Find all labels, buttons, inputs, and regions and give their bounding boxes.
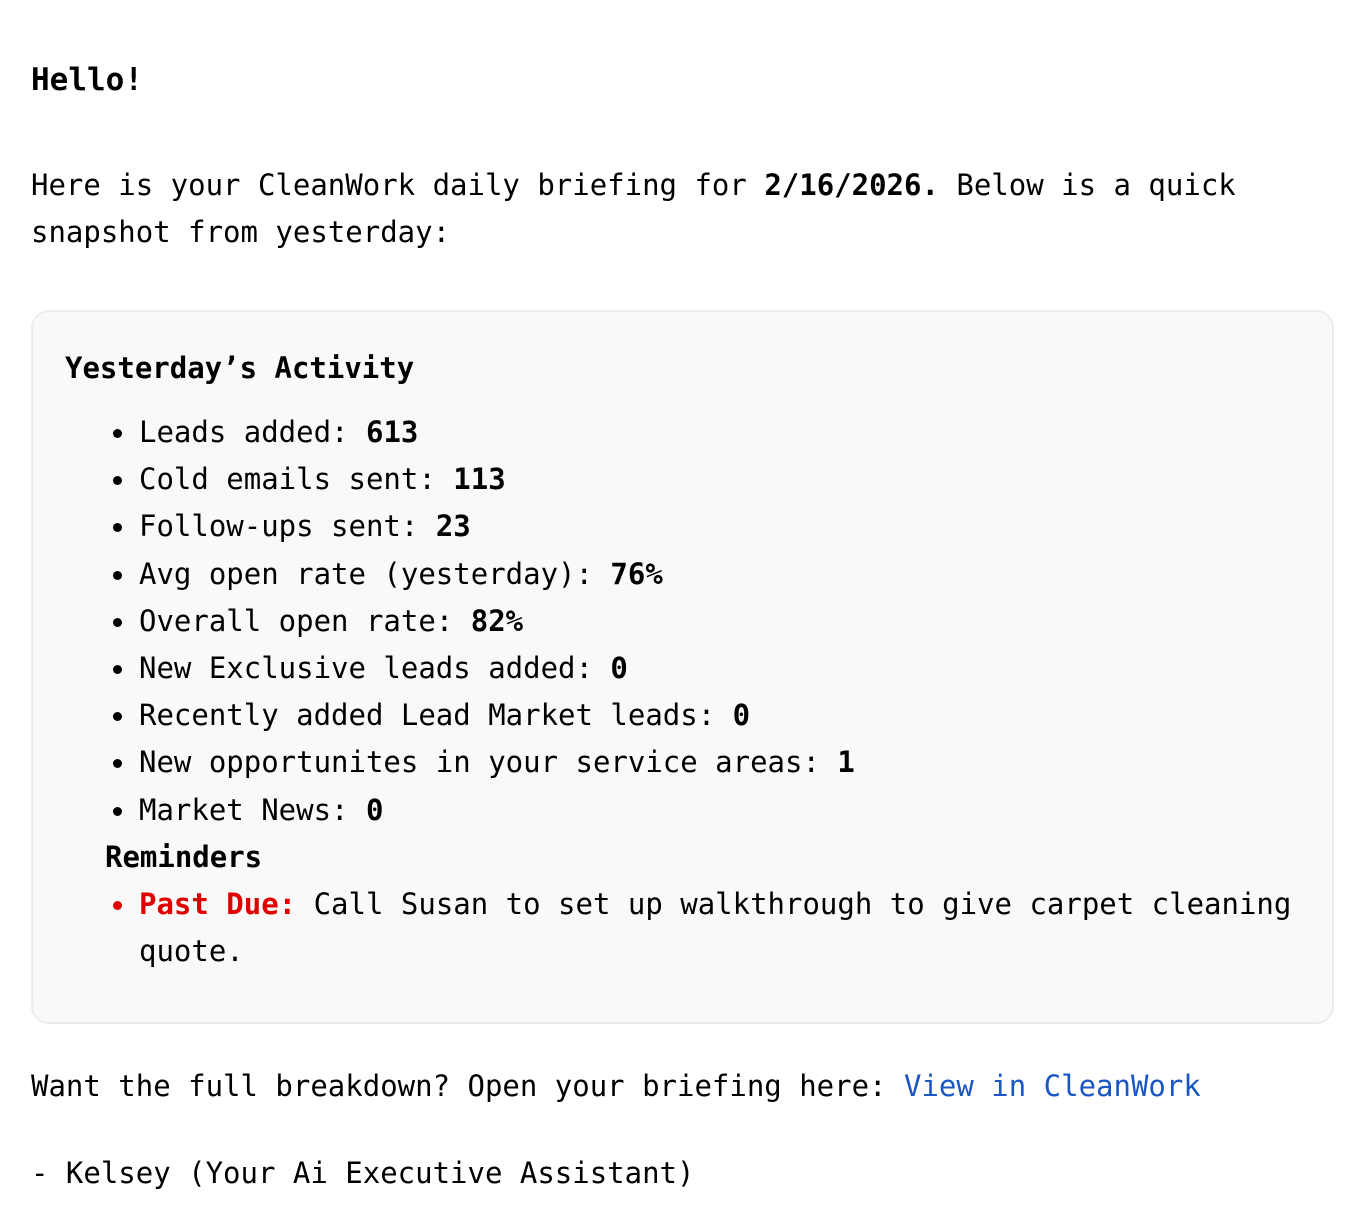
view-in-cleanwork-link[interactable]: View in CleanWork [903, 1069, 1201, 1103]
stat-value: 0 [365, 792, 384, 827]
reminder-item [33, 881, 1323, 975]
list-item [33, 598, 855, 645]
list-item [33, 645, 855, 692]
signature: - Kelsey (Your Ai Executive Assistant) [31, 1156, 695, 1190]
list-item [33, 503, 855, 550]
cta-text: Want the full breakdown? Open your briefing here: [31, 1069, 904, 1103]
stat-label: Market News: [139, 792, 366, 827]
bullet-icon [113, 618, 122, 627]
list-item [33, 551, 855, 598]
past-due-label: Past Due: [139, 887, 297, 921]
greeting: Hello! [31, 62, 143, 98]
activity-list [33, 409, 855, 834]
stat-value: 23 [435, 509, 471, 544]
activity-title: Yesterday’s Activity [65, 351, 415, 385]
bullet-icon [113, 571, 122, 580]
stat-label: Follow-ups sent: [139, 509, 436, 544]
stat-value: 76% [610, 556, 663, 591]
stat-label: Overall open rate: [139, 603, 471, 638]
stat-value: 613 [365, 415, 419, 449]
stat-label: New opportunites in your service areas: [139, 745, 838, 780]
stat-label: Avg open rate (yesterday): [139, 556, 611, 591]
reminders-list [33, 881, 1323, 975]
stat-value: 82% [470, 603, 524, 638]
list-item [33, 787, 855, 834]
cta-paragraph [31, 1063, 1201, 1110]
list-item [33, 409, 855, 456]
bullet-icon [113, 523, 122, 532]
briefing-date: 2/16/2026. [764, 168, 939, 202]
stat-value: 113 [453, 462, 506, 497]
bullet-icon [113, 901, 122, 910]
stat-value: 0 [732, 698, 751, 733]
list-item [33, 692, 855, 739]
bullet-icon [113, 429, 122, 438]
stat-label: Recently added Lead Market leads: [139, 698, 733, 733]
stat-label: New Exclusive leads added: [139, 650, 611, 685]
reminders-heading: Reminders [105, 840, 263, 874]
intro-suffix: Below is a quick snapshot from yesterday: [31, 168, 1236, 249]
intro-paragraph [31, 162, 1271, 256]
list-item [33, 456, 855, 503]
intro-prefix: Here is your CleanWork daily briefing for [31, 168, 765, 202]
bullet-icon [113, 759, 122, 768]
bullet-icon [113, 712, 122, 721]
stat-label: Cold emails sent: [139, 462, 454, 497]
bullet-icon [113, 665, 122, 674]
bullet-icon [113, 807, 122, 816]
stat-value: 1 [837, 745, 855, 780]
stat-label: Leads added: [139, 415, 366, 449]
bullet-icon [113, 476, 122, 485]
activity-card [31, 310, 1334, 1024]
list-item [33, 739, 855, 786]
stat-value: 0 [610, 650, 628, 685]
reminder-text: Call Susan to set up walkthrough to give carpet cleaning quote. [139, 887, 1292, 968]
